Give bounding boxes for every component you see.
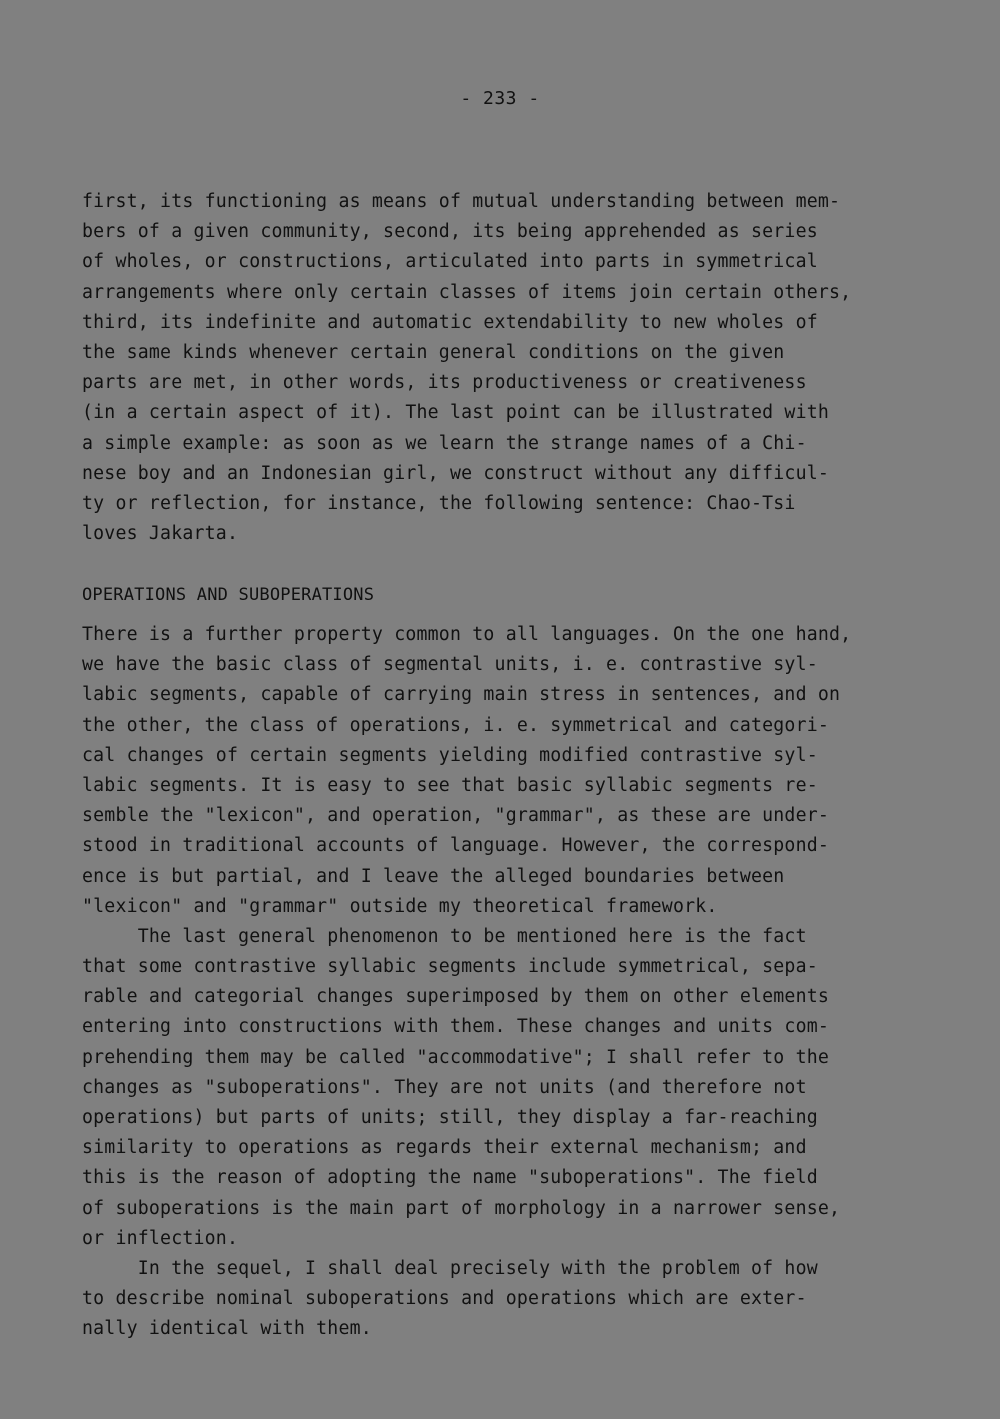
section-heading: OPERATIONS AND SUBOPERATIONS [82, 585, 375, 605]
text-line: ence is but partial, and I leave the alleged boundaries between [82, 865, 785, 887]
text-line: parts are met, in other words, its productiveness or creativeness [82, 372, 807, 394]
text-line: loves Jakarta. [82, 523, 239, 545]
text-line: first, its functioning as means of mutual understanding between mem- [82, 191, 841, 212]
paragraph-operations [82, 620, 851, 1345]
text-line: nese boy and an Indonesian girl, we construct without any difficul- [82, 462, 830, 484]
text-line: that some contrastive syllabic segments include symmetrical, sepa- [82, 956, 818, 978]
text-line: this is the reason of adopting the name "suboperations". The field [82, 1167, 818, 1189]
text-line: we have the basic class of segmental units, i. e. contrastive syl- [82, 654, 818, 676]
text-line: to describe nominal suboperations and operations which are exter- [82, 1288, 807, 1310]
text-line: labic segments, capable of carrying main stress in sentences, and on [82, 684, 841, 706]
text-line: a simple example: as soon as we learn the strange names of a Chi- [82, 432, 807, 454]
text-line: third, its indefinite and automatic extendability to new wholes of [82, 311, 818, 333]
text-line: rable and categorial changes superimposed by them on other elements [82, 986, 830, 1008]
text-line: semble the "lexicon", and operation, "grammar", as these are under- [82, 805, 830, 827]
text-line: changes as "suboperations". They are not units (and therefore not [82, 1076, 807, 1098]
text-line: arrangements where only certain classes of items join certain others, [82, 281, 852, 303]
page-number: - 233 - [460, 88, 540, 109]
text-line: or inflection. [82, 1227, 239, 1249]
text-line: There is a further property common to all languages. On the one hand, [82, 624, 852, 645]
text-line: the same kinds whenever certain general conditions on the given [82, 341, 785, 363]
text-line: of wholes, or constructions, articulated into parts in symmetrical [82, 251, 818, 273]
text-line: labic segments. It is easy to see that basic syllabic segments re- [82, 774, 818, 796]
text-line: In the sequel, I shall deal precisely with the problem of how [82, 1257, 818, 1279]
text-line: bers of a given community, second, its being apprehended as series [82, 221, 818, 243]
text-line: stood in traditional accounts of language. However, the correspond- [82, 835, 830, 857]
text-line: cal changes of certain segments yielding modified contrastive syl- [82, 744, 818, 766]
text-line: "lexicon" and "grammar" outside my theoretical framework. [82, 895, 718, 917]
text-line: entering into constructions with them. These changes and units com- [82, 1016, 830, 1038]
text-line: The last general phenomenon to be mentioned here is the fact [82, 925, 807, 947]
text-line: similarity to operations as regards their external mechanism; and [82, 1137, 807, 1159]
text-line: prehending them may be called "accommodative"; I shall refer to the [82, 1046, 830, 1068]
text-line: of suboperations is the main part of morphology in a narrower sense, [82, 1197, 841, 1219]
text-line: the other, the class of operations, i. e. symmetrical and categori- [82, 714, 830, 736]
paragraph-intro [82, 187, 851, 549]
text-line: operations) but parts of units; still, they display a far-reaching [82, 1107, 818, 1128]
text-line: nally identical with them. [82, 1318, 372, 1340]
text-line: ty or reflection, for instance, the following sentence: Chao-Tsi [82, 492, 796, 514]
text-line: (in a certain aspect of it). The last point can be illustrated with [82, 402, 830, 424]
